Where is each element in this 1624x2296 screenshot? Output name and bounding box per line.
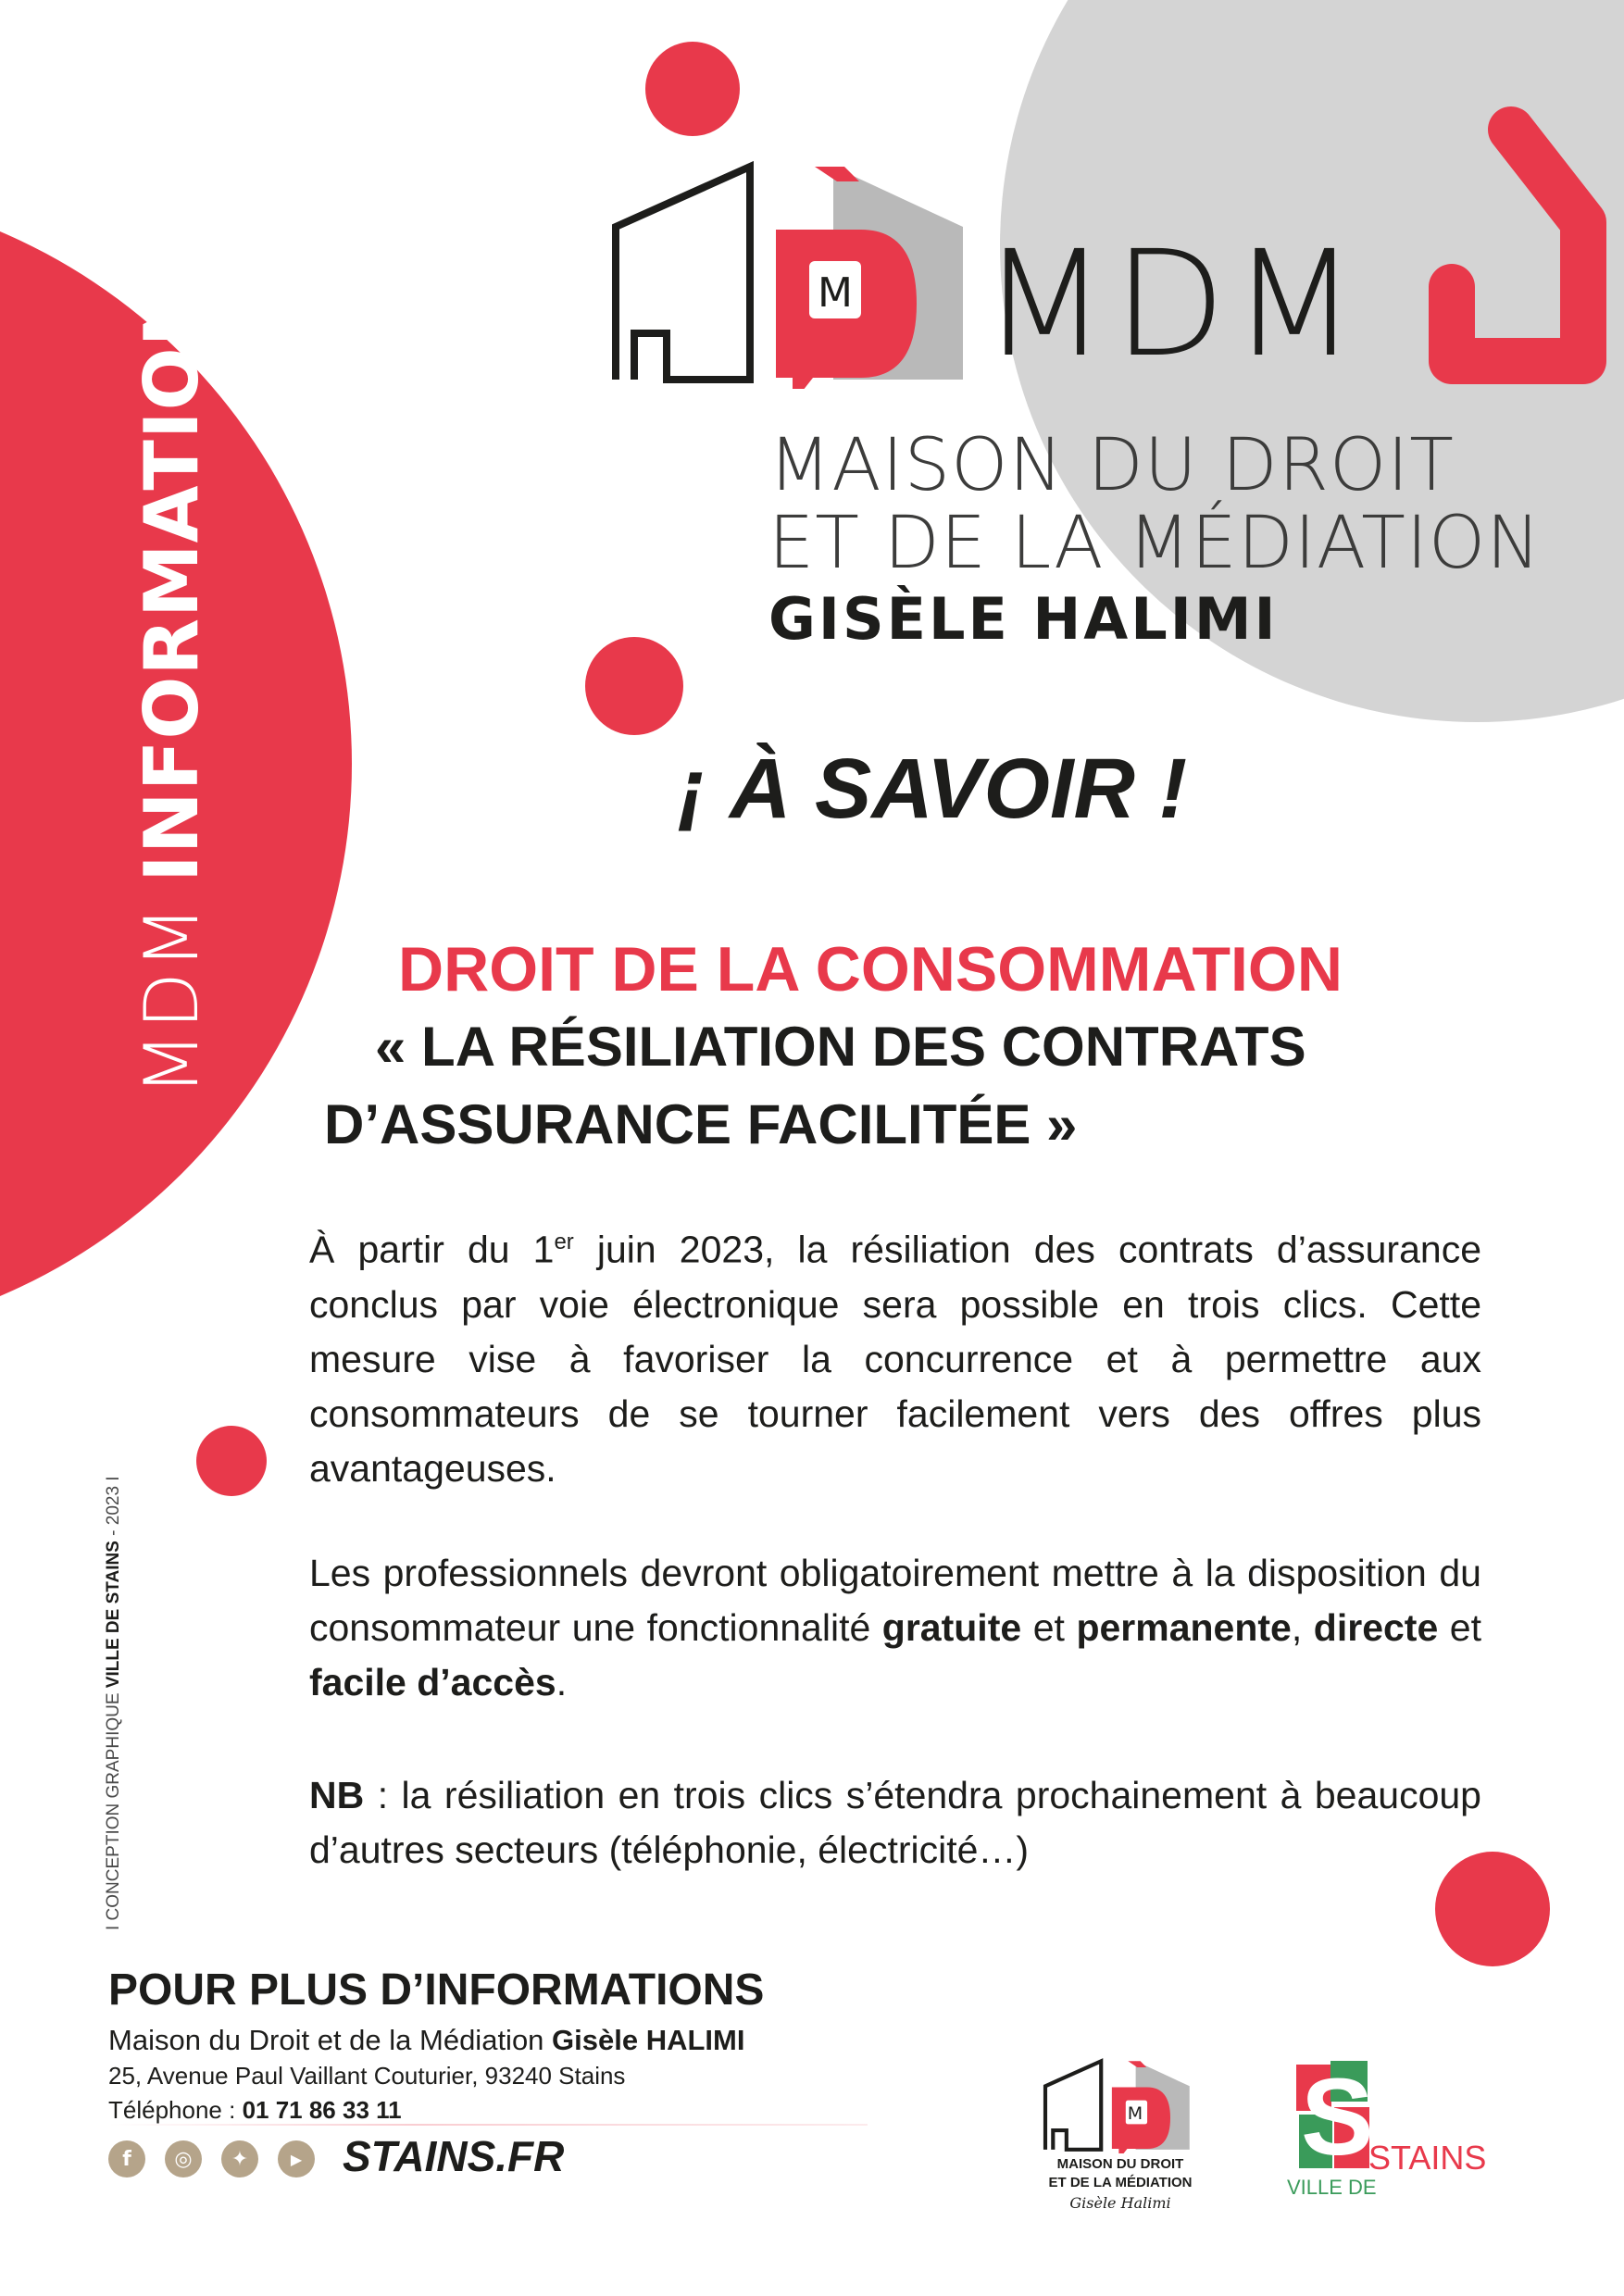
red-dot-middle (585, 637, 683, 735)
credit-bold: VILLE DE STAINS (104, 1541, 123, 1689)
p2-t3: , (1291, 1606, 1314, 1649)
red-dot-left (196, 1426, 267, 1496)
footer-phone (108, 2096, 402, 2125)
p2-b4: facile d’accès (309, 1661, 556, 1703)
small-logo-monogram: M (1127, 2103, 1143, 2124)
footer-org-prefix: Maison du Droit et de la Médiation (108, 2024, 553, 2056)
small-house-logo-icon (1042, 2053, 1199, 2153)
logo-monogram: M (818, 269, 853, 317)
footer-address: 25, Avenue Paul Vaillant Couturier, 93240 Stains (108, 2062, 626, 2090)
p3-rest: : la résiliation en trois clics s’étendra prochainement à beaucoup d’autres secteurs (téléphonie, électricité…) (309, 1774, 1481, 1871)
paragraph-3 (309, 1768, 1481, 1878)
credit-suffix: - 2023 I (104, 1476, 123, 1536)
logo-name: GISÈLE HALIMI (768, 585, 1279, 653)
footer-org (108, 2024, 744, 2057)
website-link[interactable]: STAINS.FR (343, 2132, 565, 2180)
youtube-icon[interactable]: ▶ (278, 2140, 315, 2177)
p2-b2: permanente (1076, 1606, 1292, 1649)
p2-t4: et (1438, 1606, 1481, 1649)
p2-t2: et (1021, 1606, 1077, 1649)
phone-number: 01 71 86 33 11 (242, 2096, 402, 2124)
stains-logo-ville: VILLE DE (1287, 2176, 1377, 2199)
p1-start: À partir du 1 (309, 1228, 555, 1271)
topic-title: DROIT DE LA CONSOMMATION (398, 934, 1343, 1004)
p2-b3: directe (1313, 1606, 1439, 1649)
p2-b1: gratuite (881, 1606, 1022, 1649)
red-dot-top (645, 42, 740, 136)
subtitle-line1: « LA RÉSILIATION DES CONTRATS (375, 1016, 1306, 1078)
side-title-thin: MDM (128, 902, 215, 1096)
house-logo-icon (611, 148, 981, 389)
zigzag-shape (1426, 93, 1624, 389)
p1-sup: er (554, 1229, 574, 1254)
logo-mdm-text: MDM (981, 219, 1364, 390)
side-title (125, 273, 218, 1106)
facebook-icon[interactable]: f (108, 2140, 145, 2177)
logo-line2: ET DE LA MÉDIATION (768, 502, 1542, 585)
twitter-icon[interactable]: ✦ (221, 2140, 258, 2177)
stains-logo-name: STAINS (1368, 2139, 1487, 2177)
side-title-bold: INFORMATION (128, 283, 215, 882)
instagram-icon[interactable]: ◎ (165, 2140, 202, 2177)
stains-logo-letter: S (1301, 2056, 1374, 2178)
paragraph-2 (309, 1546, 1481, 1710)
footer-divider (108, 2124, 868, 2126)
headline: ¡ À SAVOIR ! (677, 742, 1188, 836)
design-credit (104, 1467, 128, 1930)
p1-rest: juin 2023, la résiliation des contrats d’assurance conclus par voie électronique sera possible en trois clics. Cette mesure vise à favoriser la concurrence et à permettre aux consommateurs de se tourner facilement vers des offres plus avantageuses. (309, 1228, 1481, 1490)
p2-t5: . (556, 1661, 568, 1703)
small-logo-signature: Gisèle Halimi (1069, 2194, 1171, 2212)
phone-label: Téléphone : (108, 2096, 243, 2124)
p2-t1: Les professionnels devront obligatoirement mettre à la disposition du consommateur une fonctionnalité (309, 1552, 1481, 1649)
paragraph-1 (309, 1215, 1481, 1496)
footer-title: POUR PLUS D’INFORMATIONS (108, 1965, 765, 2015)
small-logo-line2: ET DE LA MÉDIATION (1048, 2175, 1193, 2190)
credit-prefix: I CONCEPTION GRAPHIQUE (104, 1692, 123, 1930)
small-logo-line1: MAISON DU DROIT (1056, 2156, 1184, 2172)
p3-bold: NB (309, 1774, 365, 1816)
logo-line1: MAISON DU DROIT (768, 424, 1455, 507)
footer-org-bold: Gisèle HALIMI (552, 2024, 745, 2056)
subtitle-line2: D’ASSURANCE FACILITÉE » (324, 1093, 1078, 1155)
